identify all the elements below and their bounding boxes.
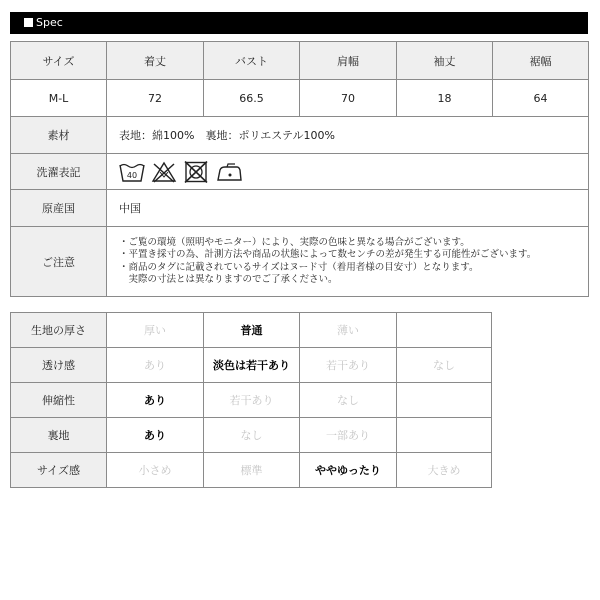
feel-option: [397, 418, 492, 453]
feel-option: あり: [107, 383, 204, 418]
feel-option: 若干あり: [204, 383, 300, 418]
feel-row-stretch: [11, 383, 492, 418]
col-header-shoulder: 肩幅: [300, 42, 397, 80]
feel-option: 一部あり: [300, 418, 397, 453]
note-line: ・平置き採寸の為、計測方法や商品の状態によって数センチの差が発生する可能性がございます。: [119, 249, 537, 260]
note-line: ・商品のタグに記載されているサイズはヌード寸（着用者様の目安寸）となります。: [119, 261, 479, 273]
square-icon: [24, 18, 33, 27]
origin-row: [11, 190, 589, 227]
note-line: ・ご覧の環境（照明やモニター）により、実際の色味と異なる場合がございます。: [119, 236, 470, 248]
col-header-hem: 裾幅: [493, 42, 589, 80]
feel-option: なし: [300, 383, 397, 418]
size-value-row: [11, 80, 589, 117]
origin-value: 中国: [107, 190, 589, 227]
washing-label: 洗濯表記: [11, 154, 107, 190]
no-tumble-dry-icon: [183, 161, 209, 183]
size-header-row: [11, 42, 589, 80]
feel-label-lining: 裏地: [11, 418, 107, 453]
wash-40-icon: [119, 161, 145, 183]
feel-label-stretch: 伸縮性: [11, 383, 107, 418]
length-value: 72: [107, 80, 204, 117]
feel-option: 淡色は若干あり: [204, 348, 300, 383]
feel-option: 普通: [204, 313, 300, 348]
feel-option: なし: [204, 418, 300, 453]
bust-value: 66.5: [204, 80, 300, 117]
feel-option: 大きめ: [397, 453, 492, 488]
feel-option: 厚い: [107, 313, 204, 348]
spec-header: [10, 12, 588, 34]
hem-value: 64: [493, 80, 589, 117]
feel-row-transparency: [11, 348, 492, 383]
washing-row: [11, 154, 589, 190]
feel-option: 若干あり: [300, 348, 397, 383]
spec-table: [10, 41, 589, 297]
notes-row: [11, 227, 589, 297]
material-value: 表地：綿100% 裏地：ポリエステル100%: [107, 117, 589, 154]
wash-temp-label: 40: [126, 170, 138, 180]
feel-option: ややゆったり: [300, 453, 397, 488]
feel-row-lining: [11, 418, 492, 453]
feel-option: あり: [107, 418, 204, 453]
material-row: [11, 117, 589, 154]
low-iron-icon: [215, 161, 243, 183]
col-header-bust: バスト: [204, 42, 300, 80]
size-value: M-L: [11, 80, 107, 117]
material-label: 素材: [11, 117, 107, 154]
feel-option: 小さめ: [107, 453, 204, 488]
washing-icons: [107, 154, 589, 190]
feel-option: あり: [107, 348, 204, 383]
sleeve-value: 18: [397, 80, 493, 117]
fabric-feel-table: [10, 312, 492, 488]
col-header-size: サイズ: [11, 42, 107, 80]
note-line: 実際の寸法とは異なりますのでご了承ください。: [119, 274, 338, 285]
col-header-sleeve: 袖丈: [397, 42, 493, 80]
spec-title: Spec: [36, 16, 63, 29]
no-bleach-icon: [151, 161, 177, 183]
shoulder-value: 70: [300, 80, 397, 117]
feel-label-transparency: 透け感: [11, 348, 107, 383]
feel-option: なし: [397, 348, 492, 383]
feel-row-thickness: [11, 313, 492, 348]
feel-option: [397, 383, 492, 418]
notes-text: [107, 227, 589, 297]
feel-label-thickness: 生地の厚さ: [11, 313, 107, 348]
feel-option: 標準: [204, 453, 300, 488]
feel-option: [397, 313, 492, 348]
feel-label-size-feel: サイズ感: [11, 453, 107, 488]
col-header-length: 着丈: [107, 42, 204, 80]
origin-label: 原産国: [11, 190, 107, 227]
notes-label: ご注意: [11, 227, 107, 297]
feel-option: 薄い: [300, 313, 397, 348]
feel-row-size-feel: [11, 453, 492, 488]
